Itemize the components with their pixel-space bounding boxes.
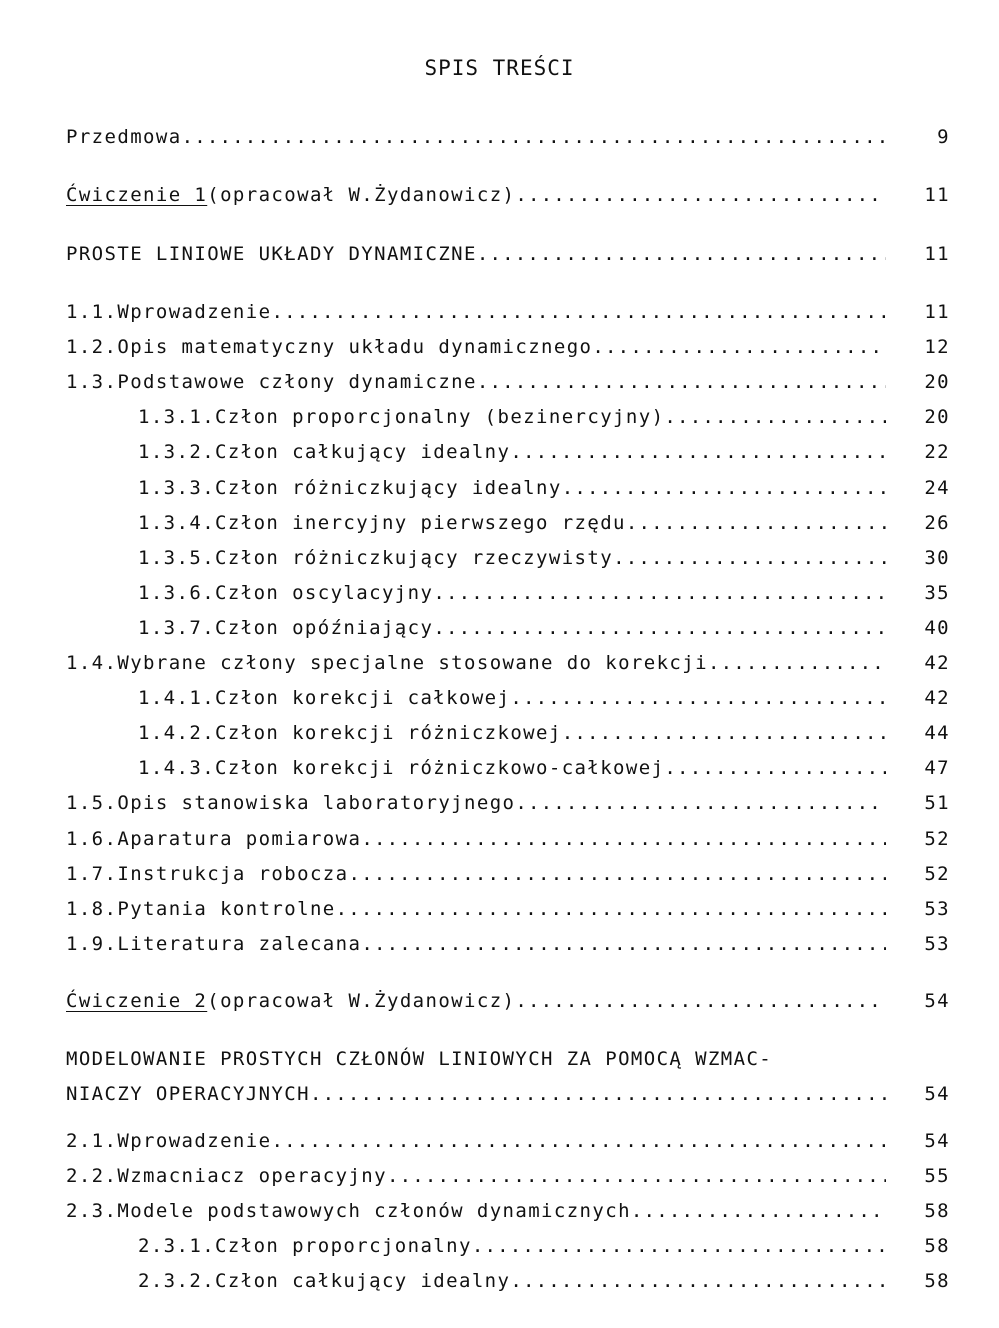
toc-entry-label: Aparatura pomiarowa [117,827,362,850]
leader-dots [631,1197,886,1225]
toc-entry-label: NIACZY OPERACYJNYCH [66,1083,310,1105]
toc-entry-label: Człon różniczkujący rzeczywisty [215,546,614,569]
leader-dots [515,987,886,1015]
toc-entry [66,333,886,361]
leader-dots [348,860,886,888]
toc-page-number: 58 [924,1270,950,1293]
toc-page-number: 20 [924,371,950,394]
toc-entry-exercise-1 [66,181,886,209]
toc-entry-label: PROSTE LINIOWE UKŁADY DYNAMICZNE [66,243,477,265]
toc-page-number: 47 [924,757,950,780]
toc-page-number: 53 [924,932,950,955]
toc-page-number: 42 [924,687,950,710]
toc-page-number: 58 [924,1200,950,1223]
toc-entry-label: Literatura zalecana [117,932,362,955]
leader-dots [310,1080,886,1108]
toc-page-number: 30 [924,546,950,569]
leader-dots [592,333,886,361]
leader-dots [336,895,886,923]
toc-page-number: 58 [924,1235,950,1258]
leader-dots [510,684,886,712]
toc-entry-exercise-1-topic [66,240,886,268]
page-title: SPIS TREŚCI [424,56,575,80]
section-number: 1.4. [66,652,118,674]
section-number: 2.3.1. [138,1235,216,1258]
toc-entry-preface [66,123,886,151]
leader-dots [182,123,886,151]
leader-dots [510,438,886,466]
toc-entry [138,1267,886,1295]
toc-entry-label: Wybrane człony specjalne stosowane do korekcji [117,652,708,674]
toc-entry [138,474,886,502]
leader-dots [271,1127,886,1155]
toc-entry-label: Modele podstawowych członów dynamicznych [117,1200,631,1223]
section-number: 1.8. [66,897,118,920]
section-number: 1.1. [66,301,118,323]
section-number: 1.7. [66,862,118,885]
section-number: 2.3.2. [138,1270,216,1293]
section-number: 1.4.1. [138,687,216,710]
section-number: 1.5. [66,792,118,815]
toc-entry [138,1232,886,1260]
toc-entry [138,579,886,607]
leader-dots [708,649,886,677]
leader-dots [361,825,886,853]
section-number: 1.3.6. [138,581,216,604]
toc-page-number: 20 [924,406,950,429]
leader-dots [515,789,886,817]
toc-page-number: 55 [924,1165,950,1188]
leader-dots [562,474,886,502]
section-number: 1.3.4. [138,511,216,534]
leader-dots [387,1162,886,1190]
section-number: 1.3.7. [138,616,216,639]
leader-dots [472,1232,886,1260]
leader-dots [515,181,886,209]
section-number: 1.2. [66,336,118,359]
toc-entry-label: Człon całkujący idealny [215,1270,511,1293]
toc-entry-label: Człon korekcji różniczkowo-całkowej [215,757,665,780]
toc-entry-exercise-2 [66,987,886,1015]
leader-dots [477,240,886,268]
toc-entry [66,1197,886,1225]
section-number: 1.3.3. [138,476,216,499]
toc-page-number: 44 [924,722,950,745]
leader-dots [271,298,886,326]
toc-page-number: 12 [924,336,950,359]
toc-page-number: 24 [924,476,950,499]
exercise-author: (opracował W.Żydanowicz) [207,990,516,1012]
toc-entry [66,895,886,923]
toc-entry [138,403,886,431]
toc-entry [138,438,886,466]
exercise-author: (opracował W.Żydanowicz) [207,184,516,206]
toc-entry [138,754,886,782]
toc-page-number: 54 [924,1083,950,1105]
toc-entry-label: Wzmacniacz operacyjny [117,1165,387,1188]
toc-entry-label: Wprowadzenie [117,1130,272,1152]
toc-entry [138,544,886,572]
toc-entry [138,684,886,712]
toc-entry [66,1162,886,1190]
toc-entry-label: Przedmowa [66,126,182,148]
toc-entry [66,368,886,396]
toc-entry-label: Wprowadzenie [117,301,272,323]
section-number: 1.3. [66,371,118,394]
leader-dots [613,544,886,572]
toc-entry-label: Pytania kontrolne [117,897,336,920]
leader-dots [510,1267,886,1295]
toc-entry-label: Człon oscylacyjny [215,581,434,604]
toc-page-number: 54 [924,1130,950,1152]
toc-page-number: 40 [924,616,950,639]
toc-entry [66,860,886,888]
toc-entry-label: Instrukcja robocza [117,862,349,885]
toc-entry [138,614,886,642]
toc-page-number: 22 [924,441,950,464]
toc-page-number: 26 [924,511,950,534]
toc-entry [66,930,886,958]
toc-entry-label: Człon korekcji różniczkowej [215,722,562,745]
toc-page-number: 54 [924,990,950,1012]
toc-page-number: 42 [924,652,950,674]
section-number: 1.4.3. [138,757,216,780]
toc-page-number: 51 [924,792,950,815]
toc-entry-label: Opis stanowiska laboratoryjnego [117,792,516,815]
toc-entry-exercise-2-topic [66,1080,886,1108]
toc-entry-label: Podstawowe człony dynamiczne [117,371,477,394]
leader-dots [562,719,886,747]
toc-entry [66,649,886,677]
toc-page-number: 9 [937,126,950,148]
section-number: 1.4.2. [138,722,216,745]
toc-entry-label: Człon proporcjonalny [215,1235,472,1258]
toc-page-number: 52 [924,827,950,850]
exercise-title: Ćwiczenie 1 [66,184,208,206]
exercise-2-topic-line-1: MODELOWANIE PROSTYCH CZŁONÓW LINIOWYCH ZA POMOCĄ WZMAC- [66,1048,773,1070]
toc-page-number: 52 [924,862,950,885]
toc-page-number: 35 [924,581,950,604]
exercise-title: Ćwiczenie 2 [66,990,208,1012]
toc-entry [138,509,886,537]
toc-entry [138,719,886,747]
section-number: 2.1. [66,1130,118,1152]
section-number: 1.6. [66,827,118,850]
toc-entry [66,1127,886,1155]
toc-page-number: 11 [924,243,950,265]
toc-entry-label: Człon opóźniający [215,616,434,639]
toc-page-number: 11 [924,301,950,323]
leader-dots [626,509,886,537]
leader-dots [664,754,886,782]
toc-page-number: 11 [924,184,950,206]
leader-dots [664,403,886,431]
toc-entry [66,298,886,326]
toc-entry-label: Opis matematyczny układu dynamicznego [117,336,593,359]
section-number: 1.9. [66,932,118,955]
toc-entry [66,789,886,817]
toc-entry-label: Człon całkujący idealny [215,441,511,464]
section-number: 1.3.5. [138,546,216,569]
leader-dots [477,368,886,396]
toc-entry-label: Człon proporcjonalny (bezinercyjny) [215,406,665,429]
toc-entry-label: Człon różniczkujący idealny [215,476,562,499]
toc-entry [66,825,886,853]
leader-dots [433,579,886,607]
toc-entry-label: Człon korekcji całkowej [215,687,511,710]
leader-dots [433,614,886,642]
section-number: 1.3.1. [138,406,216,429]
toc-entry-label: Człon inercyjny pierwszego rzędu [215,511,626,534]
toc-page-number: 53 [924,897,950,920]
section-number: 2.2. [66,1165,118,1188]
section-number: 2.3. [66,1200,118,1223]
leader-dots [361,930,886,958]
section-number: 1.3.2. [138,441,216,464]
